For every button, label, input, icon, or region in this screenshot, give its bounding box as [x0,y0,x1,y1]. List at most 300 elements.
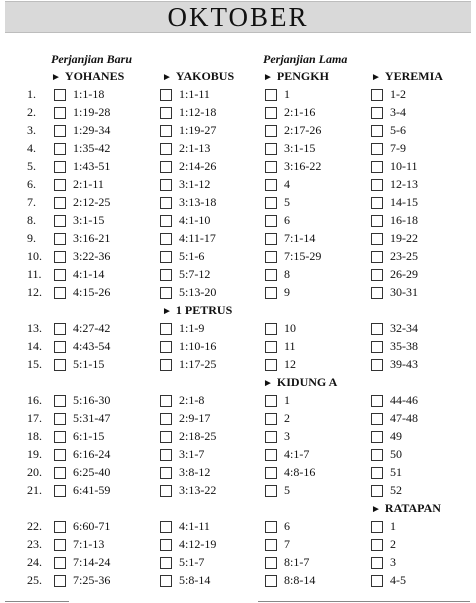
reading-item[interactable] [265,429,290,444]
reading-item[interactable] [160,339,216,354]
reading-checkbox[interactable] [54,341,66,353]
reading-item[interactable] [265,465,315,480]
section-old-testament: Perjanjian Lama [263,52,348,66]
reading-item[interactable] [371,519,396,534]
reading-reference: 3:8-12 [179,465,211,479]
reading-reference: 3:1-15 [284,141,316,155]
play-arrow-icon: ► [51,72,61,83]
reading-reference: 3:22-36 [73,249,111,263]
reading-checkbox[interactable] [371,197,383,209]
reading-item[interactable] [265,411,290,426]
reading-item[interactable] [371,267,418,282]
reading-item[interactable] [265,213,290,228]
reading-checkbox[interactable] [54,485,66,497]
reading-reference: 1:19-27 [179,123,217,137]
reading-reference: 1 [390,519,396,533]
reading-item[interactable] [265,267,290,282]
reading-reference: 35-38 [390,339,418,353]
reading-checkbox[interactable] [160,251,172,263]
reading-reference: 2:17-26 [284,123,322,137]
reading-checkbox[interactable] [160,215,172,227]
reading-checkbox[interactable] [265,233,277,245]
reading-item[interactable] [160,519,210,534]
reading-item[interactable] [54,465,110,480]
reading-reference: 1 [284,393,290,407]
reading-item[interactable] [265,447,309,462]
reading-item[interactable] [371,357,418,372]
footer-rule-right [258,601,470,602]
reading-item[interactable] [371,177,418,192]
reading-checkbox[interactable] [371,395,383,407]
reading-reference: 1:10-16 [179,339,217,353]
reading-reference: 3:16-21 [73,231,111,245]
reading-checkbox[interactable] [54,269,66,281]
reading-checkbox[interactable] [54,449,66,461]
reading-item[interactable] [265,573,315,588]
reading-reference: 51 [390,465,402,479]
reading-checkbox[interactable] [54,287,66,299]
reading-reference: 6:60-71 [73,519,111,533]
book-header-label: PENGKH [276,69,329,83]
reading-checkbox[interactable] [54,233,66,245]
reading-checkbox[interactable] [160,161,172,173]
day-number: 19. [27,447,42,461]
reading-item[interactable] [371,429,402,444]
reading-reference: 5:16-30 [73,393,111,407]
reading-checkbox[interactable] [54,251,66,263]
reading-item[interactable] [54,195,110,210]
reading-reference: 5:1-7 [179,555,205,569]
reading-checkbox[interactable] [371,413,383,425]
reading-checkbox[interactable] [371,161,383,173]
reading-checkbox[interactable] [160,107,172,119]
reading-checkbox[interactable] [265,179,277,191]
reading-checkbox[interactable] [54,557,66,569]
reading-checkbox[interactable] [54,125,66,137]
reading-item[interactable] [54,483,110,498]
reading-item[interactable] [371,231,418,246]
reading-checkbox[interactable] [371,485,383,497]
month-title: OKTOBER [167,1,309,32]
reading-checkbox[interactable] [265,89,277,101]
reading-reference: 7:15-29 [284,249,322,263]
reading-reference: 3:13-22 [179,483,217,497]
book-header-yeremia [371,69,443,84]
book-header-label: YAKOBUS [175,69,235,83]
reading-checkbox[interactable] [54,575,66,587]
reading-reference: 9 [284,285,290,299]
reading-item[interactable] [54,141,110,156]
reading-item[interactable] [371,141,406,156]
reading-item[interactable] [371,321,418,336]
reading-checkbox[interactable] [160,287,172,299]
reading-reference: 50 [390,447,402,461]
reading-item[interactable] [371,195,418,210]
reading-checkbox[interactable] [160,431,172,443]
reading-checkbox[interactable] [371,359,383,371]
reading-checkbox[interactable] [160,539,172,551]
reading-item[interactable] [265,195,290,210]
reading-checkbox[interactable] [160,485,172,497]
reading-reference: 6:16-24 [73,447,111,461]
reading-checkbox[interactable] [160,179,172,191]
reading-checkbox[interactable] [371,575,383,587]
reading-item[interactable] [265,321,296,336]
reading-item[interactable] [54,393,110,408]
reading-checkbox[interactable] [160,413,172,425]
reading-checkbox[interactable] [160,233,172,245]
reading-checkbox[interactable] [371,557,383,569]
day-number: 17. [27,411,42,425]
reading-item[interactable] [160,555,204,570]
reading-checkbox[interactable] [265,161,277,173]
reading-checkbox[interactable] [371,539,383,551]
reading-item[interactable] [160,537,216,552]
reading-reference: 3:1-12 [179,177,211,191]
reading-item[interactable] [160,573,210,588]
reading-item[interactable] [54,429,104,444]
reading-checkbox[interactable] [265,395,277,407]
reading-item[interactable] [371,285,418,300]
reading-checkbox[interactable] [54,413,66,425]
reading-reference: 4:11-17 [179,231,216,245]
reading-item[interactable] [371,411,418,426]
reading-item[interactable] [265,393,290,408]
reading-item[interactable] [371,249,418,264]
reading-reference: 2:1-13 [179,141,211,155]
reading-checkbox[interactable] [160,143,172,155]
reading-checkbox[interactable] [54,215,66,227]
reading-item[interactable] [265,519,290,534]
reading-item[interactable] [265,285,290,300]
reading-reference: 1 [284,87,290,101]
reading-checkbox[interactable] [265,251,277,263]
reading-checkbox[interactable] [265,575,277,587]
reading-checkbox[interactable] [54,539,66,551]
reading-reference: 8:8-14 [284,573,316,587]
reading-item[interactable] [160,285,216,300]
reading-checkbox[interactable] [265,143,277,155]
reading-reference: 1:1-9 [179,321,205,335]
day-number: 11. [27,267,42,281]
reading-item[interactable] [265,339,296,354]
reading-checkbox[interactable] [160,575,172,587]
reading-item[interactable] [371,339,418,354]
reading-item[interactable] [54,537,104,552]
reading-reference: 2:1-16 [284,105,316,119]
reading-item[interactable] [54,339,110,354]
reading-item[interactable] [160,447,204,462]
reading-item[interactable] [160,87,210,102]
reading-reference: 8:1-7 [284,555,310,569]
book-header-label: YOHANES [64,69,125,83]
reading-reference: 1:1-11 [179,87,210,101]
reading-item[interactable] [371,159,418,174]
reading-reference: 3:16-22 [284,159,322,173]
reading-reference: 49 [390,429,402,443]
reading-item[interactable] [54,357,104,372]
reading-checkbox[interactable] [371,89,383,101]
month-title-bar [5,1,471,33]
reading-reference: 4:43-54 [73,339,111,353]
reading-item[interactable] [54,87,104,102]
reading-reference: 1:12-18 [179,105,217,119]
reading-checkbox[interactable] [265,467,277,479]
reading-item[interactable] [54,231,110,246]
reading-item[interactable] [54,555,110,570]
reading-item[interactable] [265,537,290,552]
reading-checkbox[interactable] [160,557,172,569]
reading-checkbox[interactable] [54,107,66,119]
reading-item[interactable] [371,393,418,408]
reading-item[interactable] [371,105,406,120]
reading-checkbox[interactable] [371,449,383,461]
reading-checkbox[interactable] [265,359,277,371]
reading-item[interactable] [371,573,406,588]
reading-item[interactable] [371,465,402,480]
reading-reference: 4-5 [390,573,406,587]
day-number: 13. [27,321,42,335]
reading-checkbox[interactable] [371,125,383,137]
reading-reference: 4:15-26 [73,285,111,299]
reading-checkbox[interactable] [160,521,172,533]
reading-checkbox[interactable] [371,323,383,335]
reading-checkbox[interactable] [265,287,277,299]
reading-reference: 5-6 [390,123,406,137]
reading-reference: 1:19-28 [73,105,111,119]
reading-checkbox[interactable] [265,323,277,335]
reading-item[interactable] [265,177,290,192]
reading-item[interactable] [54,105,110,120]
reading-reference: 2 [284,411,290,425]
play-arrow-icon: ► [162,72,172,83]
reading-checkbox[interactable] [265,341,277,353]
reading-reference: 3:1-7 [179,447,205,461]
reading-reference: 6:1-15 [73,429,105,443]
reading-item[interactable] [54,411,110,426]
reading-checkbox[interactable] [265,539,277,551]
reading-checkbox[interactable] [54,197,66,209]
reading-checkbox[interactable] [54,359,66,371]
reading-item[interactable] [371,447,402,462]
reading-item[interactable] [54,123,110,138]
reading-reference: 6 [284,519,290,533]
reading-checkbox[interactable] [54,323,66,335]
reading-item[interactable] [160,249,204,264]
reading-checkbox[interactable] [265,197,277,209]
reading-checkbox[interactable] [54,161,66,173]
reading-checkbox[interactable] [371,233,383,245]
reading-item[interactable] [160,465,210,480]
reading-item[interactable] [54,177,104,192]
day-number: 22. [27,519,42,533]
reading-item[interactable] [54,285,110,300]
reading-checkbox[interactable] [265,431,277,443]
reading-item[interactable] [160,267,210,282]
day-number: 1. [27,87,36,101]
reading-reference: 8 [284,267,290,281]
reading-item[interactable] [160,213,210,228]
reading-item[interactable] [54,573,110,588]
reading-checkbox[interactable] [371,521,383,533]
reading-item[interactable] [265,141,315,156]
reading-item[interactable] [371,555,396,570]
reading-reference: 5:8-14 [179,573,211,587]
reading-reference: 2 [390,537,396,551]
reading-reference: 11 [284,339,296,353]
reading-checkbox[interactable] [160,197,172,209]
reading-reference: 30-31 [390,285,418,299]
reading-checkbox[interactable] [54,431,66,443]
reading-checkbox[interactable] [160,89,172,101]
section-new-testament: Perjanjian Baru [51,52,133,66]
reading-checkbox[interactable] [54,521,66,533]
reading-reference: 5:1-15 [73,357,105,371]
reading-item[interactable] [371,87,406,102]
reading-checkbox[interactable] [160,359,172,371]
reading-reference: 3-4 [390,105,406,119]
reading-checkbox[interactable] [160,323,172,335]
reading-item[interactable] [371,483,402,498]
day-number: 5. [27,159,36,173]
reading-checkbox[interactable] [371,287,383,299]
reading-checkbox[interactable] [265,449,277,461]
reading-reference: 7:25-36 [73,573,111,587]
reading-reference: 4:1-11 [179,519,210,533]
book-header-label: RATAPAN [384,501,441,515]
day-number: 9. [27,231,36,245]
reading-checkbox[interactable] [54,143,66,155]
reading-item[interactable] [160,177,210,192]
reading-reference: 23-25 [390,249,418,263]
day-number: 8. [27,213,36,227]
reading-checkbox[interactable] [265,215,277,227]
reading-reference: 44-46 [390,393,418,407]
reading-reference: 6 [284,213,290,227]
reading-checkbox[interactable] [265,485,277,497]
reading-reference: 7:14-24 [73,555,111,569]
reading-item[interactable] [160,105,216,120]
reading-checkbox[interactable] [54,179,66,191]
reading-item[interactable] [160,159,216,174]
reading-reference: 32-34 [390,321,418,335]
reading-checkbox[interactable] [371,431,383,443]
reading-checkbox[interactable] [160,395,172,407]
reading-item[interactable] [265,105,315,120]
reading-item[interactable] [54,519,110,534]
reading-checkbox[interactable] [371,179,383,191]
reading-checkbox[interactable] [371,251,383,263]
reading-reference: 2:1-8 [179,393,205,407]
reading-checkbox[interactable] [265,269,277,281]
reading-checkbox[interactable] [371,341,383,353]
day-number: 18. [27,429,42,443]
reading-item[interactable] [160,429,216,444]
reading-checkbox[interactable] [371,269,383,281]
reading-checkbox[interactable] [371,107,383,119]
reading-checkbox[interactable] [371,215,383,227]
book-header-yohanes [51,69,124,84]
reading-reference: 1:29-34 [73,123,111,137]
reading-item[interactable] [160,231,216,246]
reading-item[interactable] [371,213,418,228]
day-number: 4. [27,141,36,155]
play-arrow-icon: ► [371,72,381,83]
day-number: 24. [27,555,42,569]
reading-checkbox[interactable] [160,125,172,137]
reading-item[interactable] [160,141,210,156]
reading-item[interactable] [54,321,110,336]
reading-checkbox[interactable] [54,395,66,407]
reading-item[interactable] [265,87,290,102]
reading-item[interactable] [265,555,309,570]
day-number: 16. [27,393,42,407]
reading-item[interactable] [265,159,321,174]
reading-checkbox[interactable] [371,143,383,155]
reading-item[interactable] [160,321,204,336]
day-number: 3. [27,123,36,137]
reading-item[interactable] [160,195,216,210]
reading-reference: 4:1-7 [284,447,310,461]
reading-item[interactable] [265,357,296,372]
reading-item[interactable] [160,483,216,498]
reading-checkbox[interactable] [265,521,277,533]
reading-item[interactable] [265,483,290,498]
reading-reference: 3:13-18 [179,195,217,209]
reading-checkbox[interactable] [54,467,66,479]
reading-item[interactable] [54,249,110,264]
reading-checkbox[interactable] [160,467,172,479]
reading-checkbox[interactable] [160,269,172,281]
reading-item[interactable] [54,447,110,462]
reading-checkbox[interactable] [265,125,277,137]
reading-checkbox[interactable] [160,341,172,353]
reading-checkbox[interactable] [265,557,277,569]
reading-item[interactable] [54,159,110,174]
reading-item[interactable] [160,393,204,408]
reading-item[interactable] [160,123,216,138]
play-arrow-icon: ► [162,306,172,317]
reading-reference: 1:17-25 [179,357,217,371]
reading-checkbox[interactable] [371,467,383,479]
book-header-label: YEREMIA [384,69,443,83]
reading-checkbox[interactable] [265,413,277,425]
reading-reference: 2:18-25 [179,429,217,443]
day-number: 7. [27,195,36,209]
day-number: 15. [27,357,42,371]
reading-item[interactable] [265,123,321,138]
reading-reference: 5:1-6 [179,249,205,263]
reading-reference: 3 [390,555,396,569]
reading-item[interactable] [371,537,396,552]
reading-reference: 1:1-18 [73,87,105,101]
reading-checkbox[interactable] [54,89,66,101]
reading-item[interactable] [160,411,210,426]
reading-reference: 10 [284,321,296,335]
reading-checkbox[interactable] [160,449,172,461]
reading-checkbox[interactable] [265,107,277,119]
reading-item[interactable] [160,357,216,372]
reading-item[interactable] [265,231,315,246]
reading-reference: 4:12-19 [179,537,217,551]
reading-item[interactable] [54,267,104,282]
reading-item[interactable] [371,123,406,138]
reading-item[interactable] [54,213,104,228]
reading-reference: 4:1-14 [73,267,105,281]
reading-item[interactable] [265,249,321,264]
reading-reference: 5:31-47 [73,411,111,425]
reading-reference: 16-18 [390,213,418,227]
